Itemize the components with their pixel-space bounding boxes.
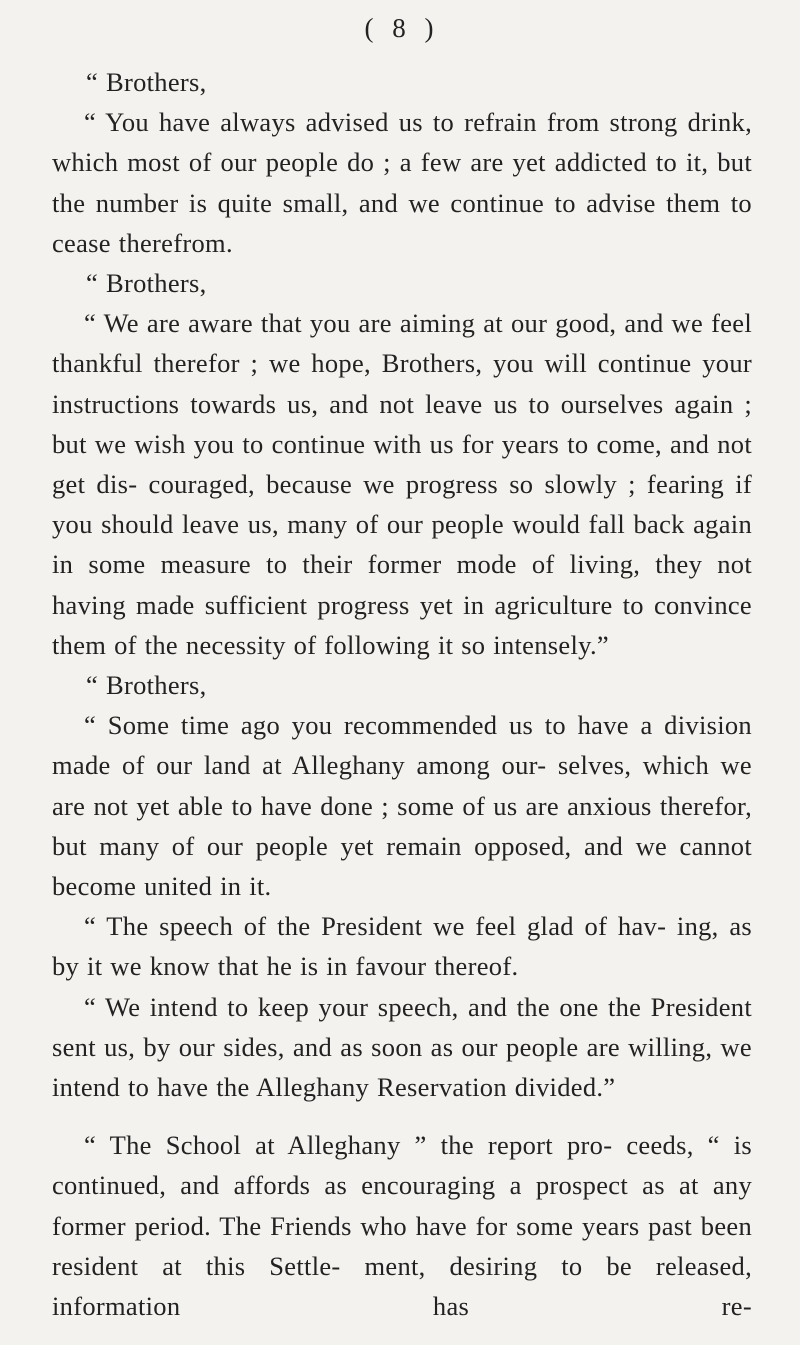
- document-page: [52, 0, 752, 1345]
- salutation-brothers: “ Brothers,: [86, 67, 207, 97]
- salutation-brothers: “ Brothers,: [86, 670, 207, 701]
- body-text: [52, 62, 752, 1326]
- salutation-brothers: “ Brothers,: [86, 268, 207, 299]
- paragraph-school-report: “ The School at Alleghany ” the report pro- ceeds, “ is continued, and affords as encouraging a prospect as at any former period. The Friends who have for some years past been resident at this Settle- ment, desiring to be released, information has re-: [52, 1130, 752, 1322]
- page-number: ( 8 ): [364, 13, 440, 43]
- paragraph-land-division: “ Some time ago you recommended us to have a division made of our land at Alleghany among our- selves, which we are not yet able to have done ; some of us are anxious therefor, but many of our people yet remain opposed, and we cannot become united in it.: [52, 710, 752, 902]
- paragraph-strong-drink: “ You have always advised us to refrain from strong drink, which most of our people do ; a few are yet addicted to it, but the number is quite small, and we continue to advise them to cease therefrom.: [52, 107, 752, 258]
- paragraph-president-speech: “ The speech of the President we feel glad of hav- ing, as by it we know that he is in favour thereof.: [52, 911, 752, 982]
- paragraph-reservation-divided: “ We intend to keep your speech, and the one the President sent us, by our sides, and as soon as our people are willing, we intend to have the Alleghany Reservation divided.”: [52, 991, 752, 1103]
- paragraph-gap: [52, 1107, 752, 1125]
- paragraph-instructions: “ We are aware that you are aiming at our good, and we feel thankful therefor ; we hope, Brothers, you will continue your instructions towards us, and not leave us to ourselves again ; but we wish you to continue with us for years to come, and not get dis- couraged, because we progress so slowly ; fearing if you should leave us, many of our people would fall back again in some measure to their former mode of living, they not having made sufficient progress yet in agriculture to convince them of the necessity of following it so intensely.”: [52, 308, 752, 660]
